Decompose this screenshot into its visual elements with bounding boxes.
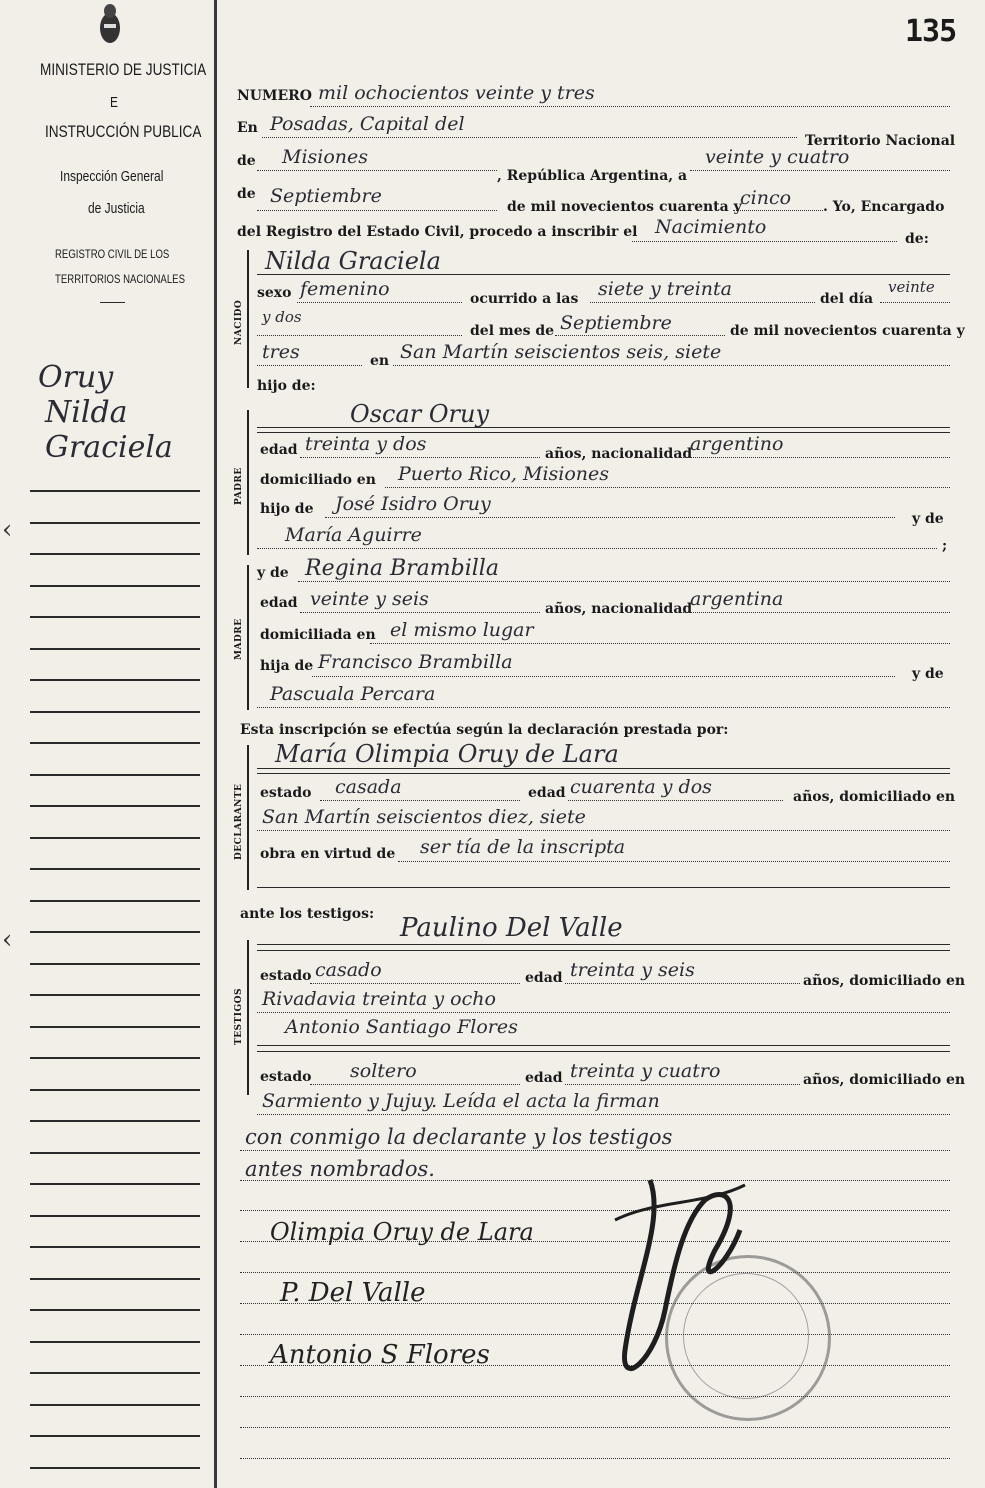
margin-line <box>30 616 200 618</box>
label-sexo: sexo <box>257 285 292 301</box>
line <box>325 517 895 518</box>
hand-hora: siete y treinta <box>598 278 733 300</box>
brace <box>247 410 249 555</box>
hand-dia-nac-a: veinte <box>888 278 935 296</box>
header-dash <box>100 302 125 303</box>
line <box>590 302 815 303</box>
line <box>310 1084 520 1085</box>
hand-padre-nac: argentino <box>690 433 784 455</box>
margin-divider <box>214 0 217 1488</box>
hand-acto: Nacimiento <box>655 216 767 238</box>
label-nacionalidad-madre: años, nacionalidad <box>545 601 693 617</box>
signature-testigo1: P. Del Valle <box>280 1278 426 1308</box>
line <box>257 1051 950 1052</box>
hand-mes-nac: Septiembre <box>560 312 672 334</box>
hand-decl-dom: San Martín seiscientos diez, siete <box>262 806 586 828</box>
line <box>240 1150 950 1151</box>
territories-heading: TERRITORIOS NACIONALES <box>55 272 185 286</box>
label-edad-padre: edad <box>260 442 298 458</box>
brace <box>247 745 249 890</box>
signature-line <box>240 1427 950 1428</box>
margin-line <box>30 868 200 870</box>
label-estado-t2: estado <box>260 1069 312 1085</box>
label-hijo-de: hijo de: <box>257 378 316 394</box>
hand-t2-edad: treinta y cuatro <box>570 1060 721 1082</box>
line <box>257 830 950 831</box>
label-de-colon: de: <box>905 231 929 247</box>
label-mil-novecientos: de mil novecientos cuarenta y <box>507 199 742 215</box>
line <box>680 612 950 613</box>
label-estado-t1: estado <box>260 968 312 984</box>
hand-decl-edad: cuarenta y dos <box>570 776 712 798</box>
margin-line <box>30 648 200 650</box>
label-de-2: de <box>237 186 256 202</box>
label-y-de-madre-2: y de <box>912 666 944 682</box>
margin-line <box>30 837 200 839</box>
hand-t1-dom: Rivadavia treinta y ocho <box>262 988 496 1010</box>
margin-line <box>30 774 200 776</box>
line <box>880 302 950 303</box>
label-y-de-madre: y de <box>257 565 289 581</box>
hand-territorio: Misiones <box>282 146 369 168</box>
label-nacionalidad-padre: años, nacionalidad <box>545 446 693 462</box>
line <box>257 1045 950 1046</box>
line <box>257 944 950 945</box>
ampersand: E <box>110 94 119 111</box>
hand-t1-edad: treinta y seis <box>570 959 695 981</box>
label-en-2: en <box>370 353 390 369</box>
hand-t1-estado: casado <box>315 959 382 981</box>
margin-line <box>30 679 200 681</box>
hand-dia: veinte y cuatro <box>705 146 850 168</box>
hand-cierre-1: con conmigo la declarante y los testigos <box>245 1125 673 1149</box>
margin-line <box>30 522 200 524</box>
margin-tick: ‹ <box>2 925 13 955</box>
label-en: En <box>237 120 258 136</box>
signature-declarante: Olimpia Oruy de Lara <box>270 1218 534 1246</box>
hand-madre-madre: Pascuala Percara <box>270 683 436 705</box>
signature-testigo2: Antonio S Flores <box>270 1340 490 1370</box>
margin-line <box>30 1372 200 1374</box>
label-edad-madre: edad <box>260 595 298 611</box>
hand-lugar-nac: San Martín seiscientos seis, siete <box>400 341 722 363</box>
hand-testigo2: Antonio Santiago Flores <box>285 1016 518 1038</box>
margin-line <box>30 963 200 965</box>
hand-declarante: María Olimpia Oruy de Lara <box>275 740 619 768</box>
hand-t2-dom: Sarmiento y Jujuy. Leída el acta la firman <box>262 1090 660 1112</box>
hand-nombre: Nilda Graciela <box>265 247 441 275</box>
line <box>300 457 540 458</box>
margin-line <box>30 490 200 492</box>
hand-t2-estado: soltero <box>350 1060 417 1082</box>
margin-line <box>30 1183 200 1185</box>
signature-line <box>240 1458 950 1459</box>
line <box>680 457 950 458</box>
margin-line <box>30 1246 200 1248</box>
label-edad-decl: edad <box>528 785 566 801</box>
line <box>257 335 462 336</box>
hand-mes: Septiembre <box>270 185 382 207</box>
margin-line <box>30 711 200 713</box>
instruction-heading: INSTRUCCIÓN PUBLICA <box>45 122 202 141</box>
line <box>257 950 950 951</box>
label-del-mes: del mes de <box>470 323 555 339</box>
hand-madre: Regina Brambilla <box>305 556 499 581</box>
label-edad-t2: edad <box>525 1070 563 1086</box>
label-territorio: Territorio Nacional <box>805 133 956 149</box>
hand-madre-padre: Francisco Brambilla <box>318 651 513 673</box>
line <box>393 365 950 366</box>
line <box>690 170 950 171</box>
line <box>257 1012 950 1013</box>
line <box>398 861 950 862</box>
brace <box>247 250 249 388</box>
label-anos-domiciliado-t1: años, domiciliado en <box>803 973 966 989</box>
section-declarante: DECLARANTE <box>234 783 244 860</box>
registry-heading: REGISTRO CIVIL DE LOS <box>55 247 170 261</box>
label-y-de-padre: y de <box>912 511 944 527</box>
margin-line <box>30 585 200 587</box>
label-hijo-de-padre: hijo de <box>260 501 314 517</box>
line <box>565 983 800 984</box>
hand-madre-edad: veinte y seis <box>310 588 429 610</box>
label-registro: del Registro del Estado Civil, procedo a inscribir el <box>237 224 638 240</box>
hand-dia-nac-b: y dos <box>262 308 302 326</box>
margin-line <box>30 1309 200 1311</box>
margin-line <box>30 742 200 744</box>
label-de: de <box>237 153 256 169</box>
margin-line <box>30 553 200 555</box>
line <box>262 137 797 138</box>
section-testigos: TESTIGOS <box>234 988 244 1045</box>
officer-signature-icon <box>595 1160 765 1400</box>
line <box>257 365 362 366</box>
hand-padre-edad: treinta y dos <box>305 433 427 455</box>
line <box>257 773 950 774</box>
hand-decl-obra: ser tía de la inscripta <box>420 836 626 858</box>
hand-padre-madre: María Aguirre <box>285 524 422 546</box>
line <box>257 707 950 708</box>
hand-anio: cinco <box>740 187 792 209</box>
margin-line <box>30 1278 200 1280</box>
label-yo-encargado: . Yo, Encargado <box>823 199 945 215</box>
line <box>310 106 950 107</box>
hand-decl-estado: casada <box>335 776 402 798</box>
hand-en: Posadas, Capital del <box>270 113 465 135</box>
margin-line <box>30 1215 200 1217</box>
line <box>257 170 497 171</box>
line <box>568 800 783 801</box>
label-republica: , República Argentina, a <box>497 168 688 184</box>
brace <box>247 565 249 710</box>
line <box>555 335 725 336</box>
hand-padre: Oscar Oruy <box>350 400 490 428</box>
margin-line <box>30 1089 200 1091</box>
hand-numero: mil ochocientos veinte y tres <box>318 82 595 104</box>
inspection-heading: Inspección General <box>60 168 164 185</box>
margin-line <box>30 931 200 933</box>
hand-anio-nac: tres <box>262 341 300 363</box>
line <box>257 210 497 211</box>
label-ante-testigos: ante los testigos: <box>240 906 375 922</box>
label-del-dia: del día <box>820 291 874 307</box>
line <box>257 548 937 549</box>
line <box>257 887 950 888</box>
margin-line <box>30 1467 200 1469</box>
label-estado-decl: estado <box>260 785 312 801</box>
hand-padre-padre: José Isidro Oruy <box>335 493 491 515</box>
hand-madre-dom: el mismo lugar <box>390 619 534 641</box>
line <box>385 487 950 488</box>
label-obra: obra en virtud de <box>260 846 396 862</box>
label-mil-novecientos-2: de mil novecientos cuarenta y <box>730 323 965 339</box>
line <box>733 210 823 211</box>
line <box>632 241 897 242</box>
page-number: 135 <box>905 14 957 49</box>
hand-testigo1: Paulino Del Valle <box>400 913 623 943</box>
label-semicolon: ; <box>942 538 948 554</box>
margin-line <box>30 1341 200 1343</box>
line <box>300 612 540 613</box>
line <box>370 643 950 644</box>
line <box>257 1114 950 1115</box>
line <box>298 581 950 582</box>
margin-line <box>30 1120 200 1122</box>
label-domiciliado-padre: domiciliado en <box>260 472 376 488</box>
line <box>310 983 520 984</box>
margin-tick: ‹ <box>2 515 13 545</box>
line <box>312 676 895 677</box>
margin-line <box>30 1435 200 1437</box>
justice-heading: de Justicia <box>88 200 145 217</box>
coat-of-arms-icon <box>95 2 125 48</box>
margin-name-2: Graciela <box>45 430 173 465</box>
margin-surname: Oruy <box>38 360 114 395</box>
section-padre: PADRE <box>234 467 244 505</box>
label-anos-domiciliado-decl: años, domiciliado en <box>793 789 956 805</box>
label-inscripcion: Esta inscripción se efectúa según la declaración prestada por: <box>240 722 729 738</box>
label-edad-t1: edad <box>525 970 563 986</box>
line <box>320 800 520 801</box>
margin-line <box>30 994 200 996</box>
line <box>257 768 950 769</box>
ministry-heading: MINISTERIO DE JUSTICIA <box>40 60 207 79</box>
hand-cierre-2: antes nombrados. <box>245 1157 435 1181</box>
brace <box>247 940 249 1095</box>
section-madre: MADRE <box>234 618 244 660</box>
margin-line <box>30 900 200 902</box>
margin-line <box>30 1152 200 1154</box>
label-ocurrido: ocurrido a las <box>470 291 579 307</box>
line <box>297 302 462 303</box>
line <box>565 1084 800 1085</box>
label-hija-de: hija de <box>260 658 314 674</box>
margin-line <box>30 1026 200 1028</box>
section-nacido: NACIDO <box>234 299 244 345</box>
margin-line <box>30 1057 200 1059</box>
hand-padre-dom: Puerto Rico, Misiones <box>398 463 610 485</box>
label-numero: NUMERO <box>237 88 313 104</box>
margin-line <box>30 1404 200 1406</box>
hand-sexo: femenino <box>300 278 390 300</box>
margin-line <box>30 805 200 807</box>
margin-name-1: Nilda <box>45 395 128 430</box>
label-anos-domiciliado-t2: años, domiciliado en <box>803 1072 966 1088</box>
label-domiciliada-madre: domiciliada en <box>260 627 376 643</box>
hand-madre-nac: argentina <box>690 588 784 610</box>
